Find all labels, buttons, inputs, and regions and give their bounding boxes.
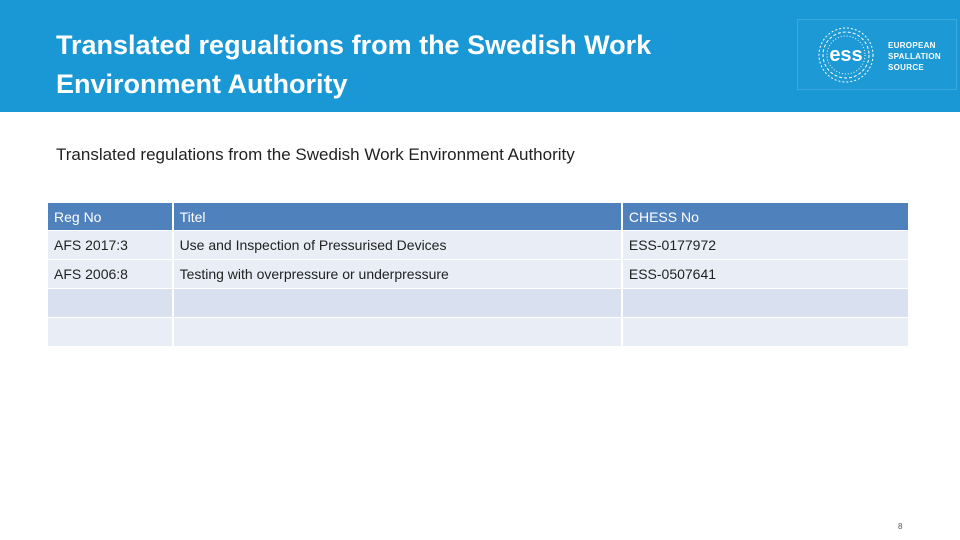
reg-no-cell: AFS 2006:8 [48, 260, 172, 288]
title-bar [0, 0, 960, 112]
reg-no-cell [48, 289, 172, 317]
logo-mark-text: ess [829, 44, 863, 66]
table-header-row [48, 203, 908, 230]
table-row [48, 318, 908, 346]
page-number: 8 [898, 522, 903, 531]
column-header-titel: Titel [174, 203, 621, 230]
table-row [48, 231, 908, 259]
ess-logo [797, 19, 957, 90]
titel-cell: Testing with overpressure or underpressure [174, 260, 621, 288]
logo-line: SPALLATION [888, 52, 941, 61]
chess-no-cell: ESS-0507641 [623, 260, 908, 288]
slide-title: Translated regualtions from the Swedish Work Environment Authority [56, 30, 652, 99]
titel-cell: Use and Inspection of Pressurised Devices [174, 231, 621, 259]
chess-no-cell [623, 289, 908, 317]
logo-wordmark [888, 40, 941, 73]
column-header-chess-no: CHESS No [623, 203, 908, 230]
titel-cell [174, 289, 621, 317]
chess-no-cell [623, 318, 908, 346]
logo-line: EUROPEAN [888, 41, 936, 50]
table-row [48, 260, 908, 288]
reg-no-cell [48, 318, 172, 346]
logo-line: SOURCE [888, 63, 925, 72]
body-heading: Translated regulations from the Swedish Work Environment Authority [56, 145, 575, 164]
regulations-table [46, 202, 910, 347]
chess-no-cell: ESS-0177972 [623, 231, 908, 259]
titel-cell [174, 318, 621, 346]
column-header-reg-no: Reg No [48, 203, 172, 230]
reg-no-cell: AFS 2017:3 [48, 231, 172, 259]
table-row [48, 289, 908, 317]
